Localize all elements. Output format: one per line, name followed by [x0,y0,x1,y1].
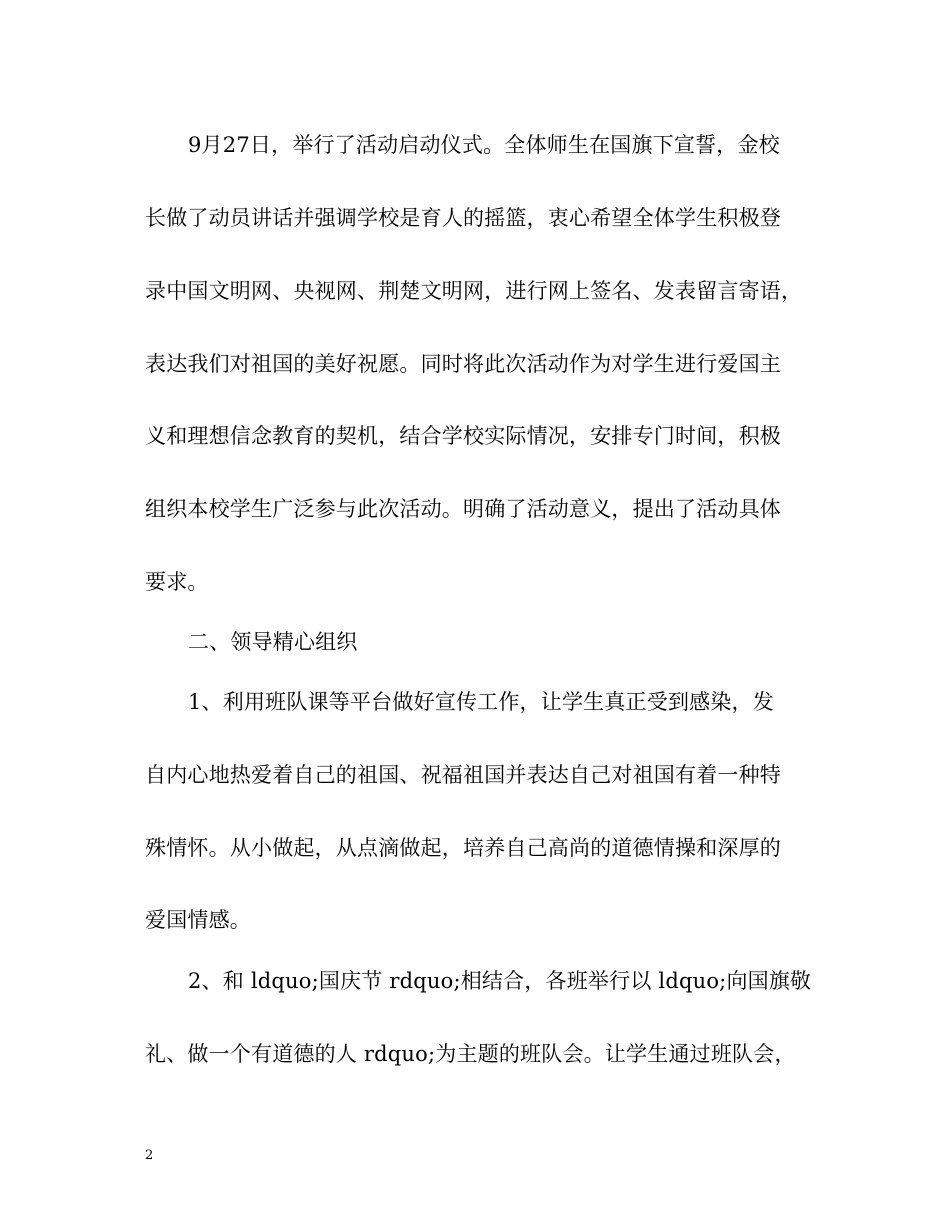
paragraph-1-line-6: 组织本校学生广泛参与此次活动。明确了活动意义，提出了活动具体 [145,497,781,521]
paragraph-1-line-5: 义和理想信念教育的契机，结合学校实际情况，安排专门时间，积极 [145,424,781,448]
paragraph-1-line-4: 表达我们对祖国的美好祝愿。同时将此次活动作为对学生进行爱国主 [145,352,781,376]
paragraph-3-line-2: 礼、做一个有道德的人 rdquo;为主题的班队会。让学生通过班队会， [145,1042,796,1066]
paragraph-2-line-4: 爱国情感。 [145,908,251,932]
paragraph-1-line-1: 9月27日，举行了活动启动仪式。全体师生在国旗下宣誓，金校 [188,133,780,157]
section-heading: 二、领导精心组织 [188,630,358,654]
paragraph-2-line-3: 殊情怀。从小做起，从点滴做起，培养自己高尚的道德情操和深厚的 [145,836,781,860]
paragraph-2-line-1: 1、利用班队课等平台做好宣传工作，让学生真正受到感染，发 [188,690,774,714]
paragraph-1-line-2: 长做了动员讲话并强调学校是育人的摇篮，衷心希望全体学生积极登 [145,206,781,230]
paragraph-3-line-1: 2、和 ldquo;国庆节 rdquo;相结合，各班举行以 ldquo;向国旗敬 [188,969,812,993]
paragraph-2-line-2: 自内心地热爱着自己的祖国、祝福祖国并表达自己对祖国有着一种特 [145,763,781,787]
paragraph-1-line-7: 要求。 [145,570,209,594]
paragraph-1-line-3: 录中国文明网、央视网、荆楚文明网，进行网上签名、发表留言寄语， [145,279,803,303]
page-number: 2 [145,1148,154,1163]
